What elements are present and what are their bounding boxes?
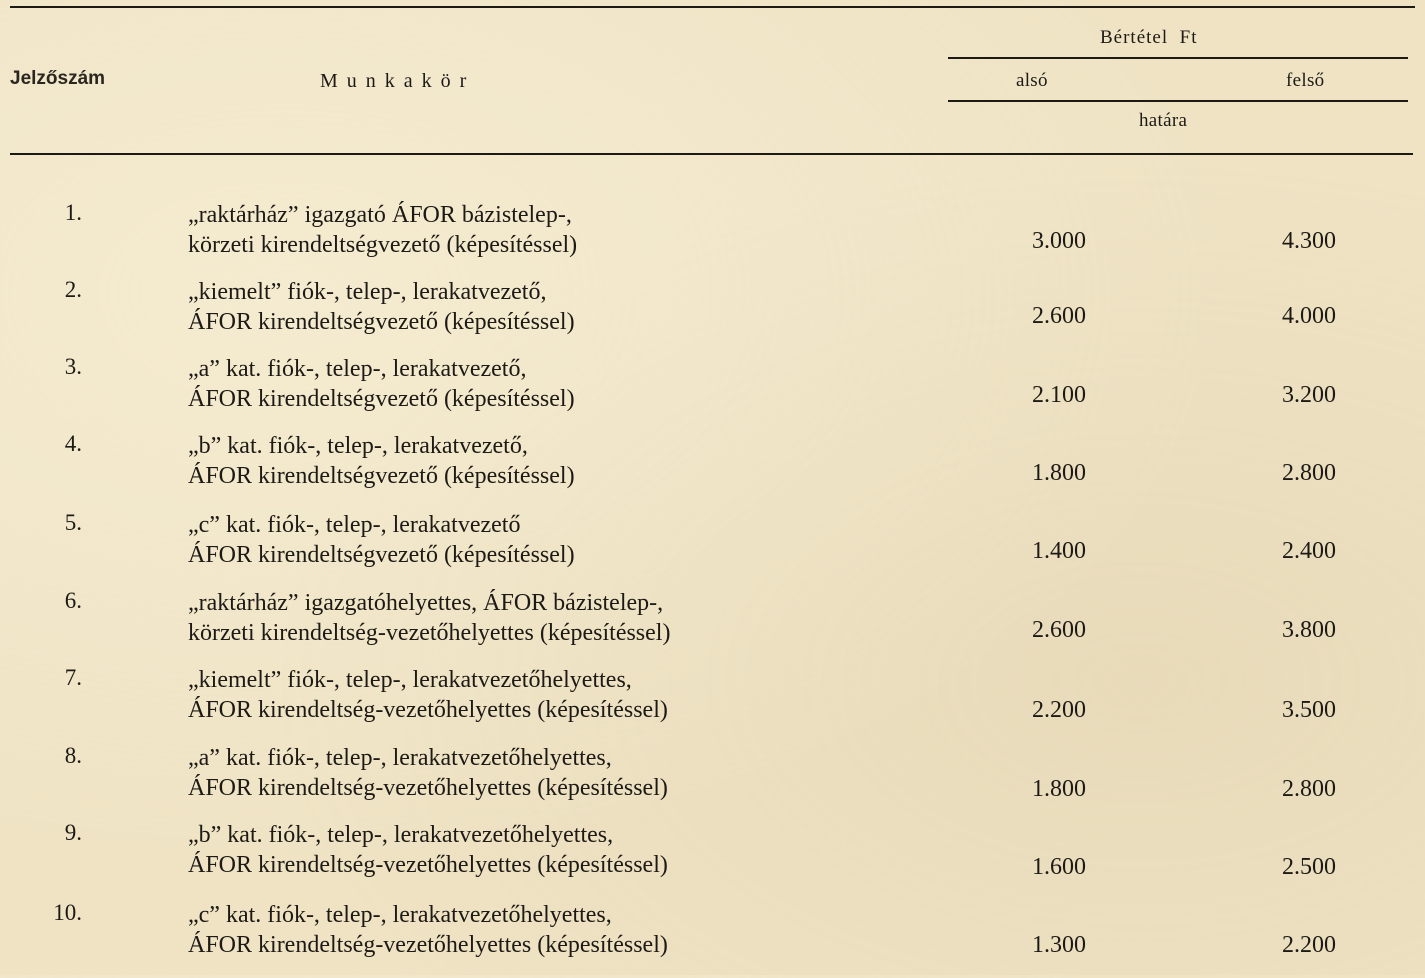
row-description bbox=[188, 665, 668, 725]
row-description bbox=[188, 743, 668, 803]
row-number: 6. bbox=[64, 588, 82, 613]
row-lower-limit: 2.100 bbox=[1032, 382, 1086, 408]
row-number: 3. bbox=[64, 354, 82, 379]
table-row bbox=[0, 665, 1425, 743]
row-lower-limit: 2.200 bbox=[1032, 697, 1086, 723]
row-lower-limit: 2.600 bbox=[1032, 303, 1086, 329]
table-row bbox=[0, 743, 1425, 821]
header-also: alsó bbox=[1016, 70, 1048, 91]
table-row bbox=[0, 431, 1425, 509]
row-number: 4. bbox=[64, 431, 82, 456]
row-upper-limit: 3.500 bbox=[1282, 697, 1336, 723]
row-lower-limit: 2.600 bbox=[1032, 617, 1086, 643]
table-row bbox=[0, 200, 1425, 278]
row-number: 5. bbox=[64, 510, 82, 535]
row-desc-line1: „a” kat. fiók-, telep-, lerakatvezető, bbox=[188, 356, 527, 382]
header-subrule-upper bbox=[948, 57, 1408, 59]
row-lower-limit: 3.000 bbox=[1032, 228, 1086, 254]
row-description bbox=[188, 510, 575, 570]
header-munkakor: Munkakör bbox=[320, 70, 476, 92]
row-desc-line2: ÁFOR kirendeltségvezető (képesítéssel) bbox=[188, 463, 575, 489]
row-desc-line2: ÁFOR kirendeltségvezető (képesítéssel) bbox=[188, 542, 575, 568]
row-upper-limit: 2.400 bbox=[1282, 538, 1336, 564]
row-upper-limit: 4.000 bbox=[1282, 303, 1336, 329]
row-desc-line2: körzeti kirendeltség-vezetőhelyettes (képesítéssel) bbox=[188, 620, 671, 646]
row-desc-line2: ÁFOR kirendeltségvezető (képesítéssel) bbox=[188, 309, 575, 335]
row-desc-line1: „kiemelt” fiók-, telep-, lerakatvezető, bbox=[188, 279, 547, 305]
row-desc-line2: ÁFOR kirendeltség-vezetőhelyettes (képesítéssel) bbox=[188, 697, 668, 723]
row-upper-limit: 2.500 bbox=[1282, 854, 1336, 880]
row-description bbox=[188, 900, 668, 960]
row-desc-line1: „b” kat. fiók-, telep-, lerakatvezető, bbox=[188, 433, 528, 459]
row-desc-line2: ÁFOR kirendeltség-vezetőhelyettes (képesítéssel) bbox=[188, 775, 668, 801]
row-description bbox=[188, 431, 575, 491]
row-desc-line2: ÁFOR kirendeltség-vezetőhelyettes (képesítéssel) bbox=[188, 852, 668, 878]
row-description bbox=[188, 200, 577, 260]
row-lower-limit: 1.300 bbox=[1032, 932, 1086, 958]
row-desc-line1: „c” kat. fiók-, telep-, lerakatvezető bbox=[188, 512, 521, 538]
row-number: 9. bbox=[64, 820, 82, 845]
row-desc-line1: „raktárház” igazgató ÁFOR bázistelep-, bbox=[188, 202, 572, 228]
row-upper-limit: 2.800 bbox=[1282, 460, 1336, 486]
row-number: 1. bbox=[64, 200, 82, 225]
row-lower-limit: 1.800 bbox=[1032, 776, 1086, 802]
row-number: 10. bbox=[53, 900, 82, 925]
header-felso: felső bbox=[1286, 70, 1325, 91]
header-bertetel: Bértétel Ft bbox=[1100, 27, 1198, 48]
row-desc-line1: „c” kat. fiók-, telep-, lerakatvezetőhelyettes, bbox=[188, 902, 612, 928]
row-upper-limit: 2.200 bbox=[1282, 932, 1336, 958]
row-desc-line2: ÁFOR kirendeltségvezető (képesítéssel) bbox=[188, 386, 575, 412]
header-jelzoszam: Jelzőszám bbox=[10, 68, 106, 89]
row-desc-line1: „a” kat. fiók-, telep-, lerakatvezetőhelyettes, bbox=[188, 745, 612, 771]
header-subrule-lower bbox=[948, 100, 1408, 102]
row-number: 8. bbox=[64, 743, 82, 768]
top-rule bbox=[10, 6, 1415, 8]
row-desc-line1: „raktárház” igazgatóhelyettes, ÁFOR bázistelep-, bbox=[188, 590, 664, 616]
row-upper-limit: 3.200 bbox=[1282, 382, 1336, 408]
row-description bbox=[188, 277, 575, 337]
row-desc-line1: „kiemelt” fiók-, telep-, lerakatvezetőhelyettes, bbox=[188, 667, 632, 693]
row-upper-limit: 3.800 bbox=[1282, 617, 1336, 643]
row-lower-limit: 1.400 bbox=[1032, 538, 1086, 564]
table-row bbox=[0, 900, 1425, 978]
row-description bbox=[188, 354, 575, 414]
row-upper-limit: 2.800 bbox=[1282, 776, 1336, 802]
table-row bbox=[0, 354, 1425, 432]
table-row bbox=[0, 510, 1425, 588]
row-description bbox=[188, 820, 668, 880]
row-upper-limit: 4.300 bbox=[1282, 228, 1336, 254]
row-desc-line1: „b” kat. fiók-, telep-, lerakatvezetőhelyettes, bbox=[188, 822, 614, 848]
row-desc-line2: körzeti kirendeltségvezető (képesítéssel) bbox=[188, 232, 578, 258]
row-desc-line2: ÁFOR kirendeltség-vezetőhelyettes (képesítéssel) bbox=[188, 932, 668, 958]
row-number: 7. bbox=[64, 665, 82, 690]
table-row bbox=[0, 277, 1425, 355]
row-lower-limit: 1.600 bbox=[1032, 854, 1086, 880]
row-lower-limit: 1.800 bbox=[1032, 460, 1086, 486]
table-row bbox=[0, 820, 1425, 898]
row-description bbox=[188, 588, 670, 648]
table-row bbox=[0, 588, 1425, 666]
header-bottom-rule bbox=[10, 153, 1413, 155]
header-hatara: határa bbox=[1139, 110, 1188, 131]
row-number: 2. bbox=[64, 277, 82, 302]
